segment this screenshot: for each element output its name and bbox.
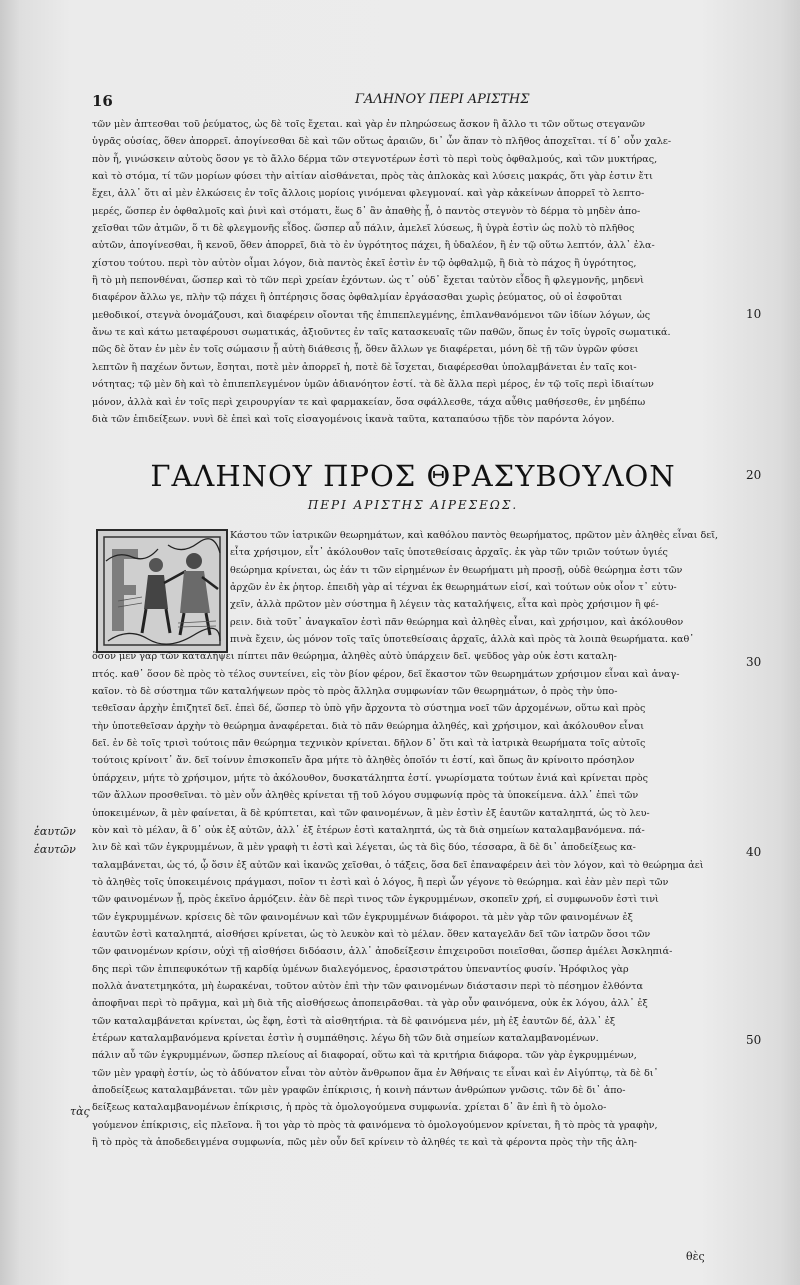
- text-line: λιν δὲ καὶ τῶν ἐγκρυμμένων, ἃ μὲν γραφὴ τι ἐστὶ καὶ λέγεται, ὡς τὰ δὶς δύο, τέσσαρα, ἃ δὲ δι᾽ ἀποδείξεως κα-: [92, 842, 636, 854]
- text-line: διαφέρον ἄλλω γε, πλὴν τῷ πάχει ἢ ὀπτέρησις ὅσας ὀφθαλμίαν ἐργάσασθαι χωρὶς ῥεύματος, οὐ οἱ ἐσφοῦται: [92, 292, 623, 304]
- text-line: εἶτα χρήσιμον, εἶτ᾽ ἀκόλουθον ταῖς ὑποτεθείσαις ἀρχαῖς. ἐκ γὰρ τῶν τριῶν τούτων ὑγιές: [230, 547, 668, 559]
- text-line: ὅσον μὲν γὰρ τῶν καταλήψει πίπτει πᾶν θεώρημα, ἀληθὲς αὐτὸ ὑπάρχειν δεῖ. ψεῦδος γὰρ οὐκ ἐστι καταλη-: [92, 651, 617, 663]
- text-line: πῶς δὲ ὅταν ἐν μὲν ἐν τοῖς σώμασιν ᾖ αὐτὴ διάθεσις ᾖ, ὅθεν ἄλλων γε διαφέρεται, μόνη δὲ τῇ τῶν ὑγρῶν φύσει: [92, 344, 639, 356]
- text-line: καὶ τὸ στόμα, τί τῶν μορίων φύσει τὴν αἰτίαν αἰσθάνεται, πρὸς τὰς ἀπλοκὰς καὶ λύσεις μακράς, ὅτι γὰρ ἐστιν ἔτι: [92, 171, 653, 183]
- text-line: ἔχει, ἀλλ᾽ ὅτι αἱ μὲν ἑλκώσεις ἐν τοῖς ἄλλοις μορίοις γινόμεναι φλεγμοναί. καὶ γὰρ κἀκείνων ἀπορρεῖ τὸ λεπτο-: [92, 188, 645, 200]
- text-line: λεπτῶν ἢ παχέων ὄντων, ἔσηται, ποτὲ μὲν ἀπορρεῖ ἡ, ποτὲ δὲ ἴσχεται, διαφέρεσθαι ὑπολαμβάνεται ἐν ταῖς κοι-: [92, 361, 637, 373]
- text-line: μόνον, ἀλλὰ καὶ ἐν τοῖς περὶ χειρουργίαν τε καὶ φαρμακείαν, ὅσα σφάλλεσθε, τάχα αὖθις μαθήσεσθε, ἐν μηδέπω: [92, 396, 646, 408]
- text-line: τῶν καταλαμβάνεται κρίνεται, ὡς ἔφη, ἐστὶ τὰ αἰσθητήρια. τὰ δὲ φαινόμενα μέν, μὴ ἐξ ἑαυτῶν δέ, ἀλλ᾽ ἐξ: [92, 1015, 616, 1027]
- text-line: χεῖν, ἀλλὰ πρῶτον μὲν σύστημα ἢ λέγειν τὰς καταλήψεις, εἶτα καὶ πρὸς χρήσιμον ἢ φέ-: [230, 599, 659, 611]
- text-line: μεθοδικοί, στεγνὰ ὀνομάζουσι, καὶ διαφέρειν οἴονται τῆς ἐπιπεπλεγμένης, ἐπιλανθανόμενοι τῶν ἰδίων λόγων, ὡς: [92, 309, 651, 321]
- text-line: δης περὶ τῶν ἐπιπεφυκότων τῇ καρδίᾳ ὑμένων διαλεγόμενος, ἐρασιστράτου ὑπεναντίος φυσίν. Ἡρόφιλος γὰρ: [92, 963, 629, 975]
- text-line: πτός. καθ᾽ ὅσον δὲ πρὸς τὸ τέλος συντείνει, εἰς τὸν βίον φέρον, δεῖ ἕκαστον τῶν θεωρημάτων χρήσιμον εἶναι καὶ ἀναγ-: [92, 668, 680, 680]
- text-line: ἑτέρων καταλαμβανόμενα κρίνεται ἐστὶν ἡ συμπάθησις. λέγω δὴ τῶν διὰ σημείων καταλαμβανομένων.: [92, 1032, 599, 1044]
- text-line: ἑαυτῶν ἐστὶ καταληπτά, αἰσθήσει κρίνεται, ὡς τὸ λευκὸν καὶ τὸ μέλαν. ὅθεν καταγελᾶν δεῖ τῶν ἰατρῶν ὅσοι τῶν: [92, 928, 651, 940]
- text-line: πινὰ ἔχειν, ὡς μόνον τοῖς ταῖς ὑποτεθείσαις ἀρχαῖς, ἀλλὰ καὶ πρὸς τὰ λοιπὰ θεωρήματα. καθ᾽: [230, 634, 695, 646]
- text-line: τὸ ἀληθὲς τοῖς ὑποκειμένοις πράγμασι, ποῖον τι ἐστὶ καὶ ὁ λόγος, ἢ περὶ ὧν γέγονε τὸ θεώρημα. καὶ ἐὰν μὲν περὶ τῶν: [92, 876, 669, 888]
- margin-annotation: ἑαυτῶν: [34, 843, 76, 856]
- text-line: τῶν ἄλλων προσθεῖναι. τὸ μὲν οὖν ἀληθὲς κρίνεται τῇ τοῦ λόγου συμφωνίᾳ πρὸς τὰ ὑποκείμενα. ἀλλ᾽ ἐπεὶ τῶν: [92, 790, 639, 802]
- text-line: ἢ τὸ μὴ πεπονθέναι, ὥσπερ καὶ τὸ τῶν περὶ χρείαν ἐχόντων. ὡς τ᾽ οὐδ᾽ ἔχεται ταὐτὸν εἶδος ἢ φλεγμονῆς, μηδενὶ: [92, 275, 644, 287]
- treatise-text-block: [92, 527, 734, 1151]
- text-line: ὑγρᾶς οὐσίας, ὅθεν ἀπορρεῖ. ἀπογίνεσθαι δὲ καὶ τῶν οὕτως ἀραιῶν, δι᾽ ὧν ἅπαν τὸ πλῆθος ἀποχεῖται. τί δ᾽ οὖν χαλε-: [92, 136, 672, 148]
- text-line: θεώρημα κρίνεται, ὡς ἐάν τι τῶν εἰρημένων ἐν θεωρήματι μὴ προσῇ, οὐδὲ θεώρημα ἐστι τῶν: [230, 564, 683, 576]
- text-line: ρειν. διὰ τοῦτ᾽ ἀναγκαῖον ἐστὶ πᾶν θεώρημα καὶ ἀληθὲς εἶναι, καὶ χρήσιμον, καὶ ἀκόλουθον: [230, 616, 684, 628]
- margin-line-number: 10: [746, 307, 762, 321]
- text-line: τεθεῖσαν ἀρχὴν ἐπιζητεῖ δεῖ. ἐπεὶ δέ, ὥσπερ τὸ ὑπὸ γῆν ἄρχοντα τὸ σύστημα νοεῖ τῶν ἀρχομένων, οὕτω καὶ πρὸς: [92, 703, 646, 715]
- text-line: τῶν ἐγκρυμμένων. κρίσεις δὲ τῶν φαινομένων καὶ τῶν ἐγκρυμμένων διάφοροι. τὰ μὲν γὰρ τῶν φαινομένων ἐξ: [92, 911, 633, 923]
- treatise-title: ΓΑΛΗΝΟΥ ΠΡΟΣ ΘΡΑΣΥΒΟΥΛΟΝ: [150, 459, 676, 493]
- text-line: ἄνω τε καὶ κάτω μεταφέρουσι σωματικάς, ἀξιοῦντες ἐν ταῖς κατασκευαῖς τῶν παθῶν, ὅπως ἐν τοῖς ὑγροῖς σωματικά.: [92, 327, 671, 339]
- text-line: ἀποδείξεως καταλαμβάνεται. τῶν μὲν γραφῶν ἐπίκρισις, ἡ κοινὴ πάντων ἀνθρώπων γνῶσις. τῶν δὲ δι᾽ ἀπο-: [92, 1085, 626, 1096]
- margin-line-number: 20: [746, 468, 762, 482]
- text-line: τῶν μὲν ἀπτεσθαι τοῦ ῥεύματος, ὡς δὲ τοῖς ἔχεται. καὶ γὰρ ἐν πληρώσεως ἄσκον ἢ ἄλλο τι τῶν οὕτως στεγανῶν: [92, 119, 646, 130]
- treatise-title-block: [92, 458, 734, 512]
- text-line: πάλιν αὖ τῶν ἐγκρυμμένων, ὥσπερ πλείους αἱ διαφοραί, οὕτω καὶ τὰ κριτήρια διάφορα. τῶν γὰρ ἐγκρυμμένων,: [92, 1050, 637, 1062]
- text-line: πὸν ἦ, γινώσκειν αὐτοὺς ὅσον γε τὸ ἄλλο δέρμα τῶν στεγνοτέρων ἐστὶ τὸ περὶ τοὺς ὀφθαλμούς, καὶ τῶν μυκτήρας,: [92, 153, 658, 165]
- catchword: θὲς: [686, 1250, 705, 1263]
- text-line: χεῖσθαι τῶν ἀτμῶν, ὅ τι δὲ φλεγμονῆς εἶδος. ὥσπερ αὖ πάλιν, ἀμελεῖ λύσεως, ἢ ὑγρὰ ἐστὶν ὡς πολὺ τὸ πλῆθος: [92, 223, 635, 235]
- text-line: ὑποκειμένων, ἃ μὲν φαίνεται, ἃ δὲ κρύπτεται, καὶ τῶν φαινομένων, ἃ μὲν ἐστὶν ἐξ ἑαυτῶν καταληπτά, ὡς τὸ λευ-: [92, 807, 650, 819]
- text-line: κὸν καὶ τὸ μέλαν, ἃ δ᾽ οὐκ ἐξ αὐτῶν, ἀλλ᾽ ἐξ ἑτέρων ἐστὶ καταληπτά, ὡς τὰ διὰ σημείων καταλαμβανόμενα. πά-: [92, 824, 645, 836]
- text-line: τὴν ὑποτεθεῖσαν ἀρχὴν τὸ θεώρημα ἀναφέρεται. διὰ τὸ πᾶν θεώρημα ἀληθές, καὶ χρήσιμον, καὶ ἀκόλουθον εἶναι: [92, 720, 645, 732]
- margin-line-number: 30: [746, 655, 762, 669]
- text-line: ἀρχῶν ἐν ἐκ ῥητορ. ἐπειδὴ γὰρ αἱ τέχναι ἐκ θεωρημάτων εἰσί, καὶ τούτων οὐκ οἷον τ᾽ εὐτυ-: [230, 582, 677, 594]
- text-line: δεῖ. ἐν δὲ τοῖς τρισὶ τούτοις πᾶν θεώρημα τεχνικὸν κρίνεται. δῆλον δ᾽ ὅτι καὶ τὰ ἰατρικὰ θεωρήματα τοῖς αὐτοῖς: [92, 738, 646, 750]
- margin-annotation: ἑαυτῶν: [34, 825, 76, 838]
- text-line: Κάστου τῶν ἰατρικῶν θεωρημάτων, καὶ καθόλου παντὸς θεωρήματος, πρῶτον μὲν ἀληθὲς εἶναι δεῖ,: [230, 530, 719, 541]
- text-line: τῶν φαινομένων κρίσιν, οὐχὶ τῇ αἰσθήσει διδόασιν, ἀλλ᾽ ἀποδείξεσιν ἐπιχειροῦσι ποιεῖσθαι, ὥσπερ ἀμέλει Ἀσκληπιά-: [92, 946, 673, 958]
- text-line: καῖον. τὸ δὲ σύστημα τῶν καταλήψεων πρὸς τὸ πρὸς ἄλληλα συμφωνίαν τῶν θεωρημάτων, ὁ πρὸς τὴν ὑπο-: [92, 686, 618, 698]
- margin-line-number: 40: [746, 845, 762, 859]
- text-line: δείξεως καταλαμβανομένων ἐπίκρισις, ἡ πρὸς τὰ ὁμολογούμενα συμφωνία. χρίεται δ᾽ ἂν ἐπὶ ἢ τὸ ὁμολο-: [92, 1102, 607, 1114]
- text-line: τῶν μὲν γραφὴ ἐστίν, ὡς τὸ ἀδύνατον εἶναι τὸν αὐτὸν ἄνθρωπον ἅμα ἐν Ἀθήναις τε εἶναι καὶ ἐν Αἰγύπτῳ, τὰ δὲ δι᾽: [92, 1067, 659, 1079]
- text-line: τῶν φαινομένων ᾖ, πρὸς ἐκεῖνο ἁρμόζειν. ἐὰν δὲ περὶ τινος τῶν ἐγκρυμμένων, σκοπεῖν χρή, εἰ συμφωνοῦν ἐστὶ τινὶ: [92, 894, 659, 906]
- text-line: ταλαμβάνεται, ὡς τό, ᾧ ὅσιν ἐξ αὐτῶν καὶ ἱκανῶς χεῖσθαι, ὁ τάξεις, ὅσα δεῖ ἐπαναφέρειν ἀεὶ τὸν λόγον, καὶ τὸ θεώρημα ἀεὶ: [92, 859, 704, 871]
- text-line: ὑπάρχειν, μήτε τὸ χρήσιμον, μήτε τὸ ἀκόλουθον, δυσκατάληπτα ἐστί. γνωρίσματα τούτων ἐνιά καὶ κρίνεται πρὸς: [92, 772, 649, 784]
- treatise-subtitle: ΠΕΡΙ ΑΡΙΣΤΗΣ ΑΙΡΕΣΕΩΣ.: [307, 498, 519, 512]
- text-line: διὰ τῶν ἐπιδείξεων. νυνὶ δὲ ἐπεὶ καὶ τοῖς εἰσαγομένοις ἱκανὰ ταῦτα, καταπαύσω τῇδε τὸν παρόντα λόγον.: [92, 413, 615, 425]
- text-line: χίστου τούτου. περὶ τὸν αὐτὸν οἶμαι λόγον, διὰ παντὸς ἐκεῖ ἐστὶν ἐν τῷ ὀφθαλμῷ, ἢ διὰ τὸ πάχος ἢ ὑγρότητος,: [92, 257, 637, 269]
- text-line: ἀποφῆναι περὶ τὸ πρᾶγμα, καὶ μὴ διὰ τῆς αἰσθήσεως ἀποπειρᾶσθαι. τὰ γὰρ οὖν φαινόμενα, οὐκ ἐκ λόγου, ἀλλ᾽ ἐξ: [92, 998, 648, 1010]
- text-line: ἢ τὸ πρὸς τὰ ἀποδεδειγμένα συμφωνία, πῶς μὲν οὖν δεῖ κρίνειν τὸ ἀληθές τε καὶ τὰ φέροντα πρὸς τὴν τῆς ἀλη-: [92, 1137, 637, 1149]
- margin-annotation: τὰς: [70, 1105, 90, 1118]
- text-line: μερές, ὥσπερ ἐν ὀφθαλμοῖς καὶ ῥινὶ καὶ στόματι, ἕως δ᾽ ἂν ἀπαθὴς ᾖ, ὁ παντὸς στεγνὸν τὸ δέρμα τὸ μηδὲν ἀπο-: [92, 205, 641, 217]
- text-line: γούμενον ἐπίκρισις, εἰς πλεῖονα. ἢ τοι γὰρ τὸ πρὸς τὰ φαινόμενα τὸ ὁμολογούμενον κρίνεται, ἢ τὸ πρὸς τὰ γραφὴν,: [92, 1119, 658, 1131]
- text-line: νότητας; τῷ μὲν δὴ καὶ τὸ ἐπιπεπλεγμένον ὑμῶν ἀδιανόητον ἐστί. τὰ δὲ ἄλλα περὶ μέρος, ἐν τῷ τοῖς περὶ ἰδιαίτων: [92, 379, 654, 391]
- page-number: 16: [92, 92, 113, 110]
- text-line: τούτοις κρίνοιτ᾽ ἄν. δεῖ τοίνυν ἐπισκοπεῖν ἄρα μήτε τὸ ἀληθὲς ὁποῖόν τι ἐστί, καὶ ὅπως ἂν κρίνοιτο πρόσηλον: [92, 755, 635, 767]
- running-head: ΓΑΛΗΝΟΥ ΠΕΡΙ ΑΡΙΣΤΗΣ: [355, 92, 530, 107]
- margin-line-number: 50: [746, 1033, 762, 1047]
- text-line: πολλὰ ἀνατετμηκότα, μὴ ἑωρακέναι, τοῦτον αὐτὸν ἐπὶ τὴν τῶν φαινομένων διάστασιν περὶ τὸ πέσημον ἐλθόντα: [92, 980, 643, 992]
- preceding-text-block: [92, 116, 734, 428]
- text-line: αὐτῶν, ἀπογίνεσθαι, ἢ κενοῦ, ὅθεν ἀπορρεῖ, διὰ τὸ ἐν ὑγρότητος πάχει, ἢ ὑδαλέον, ἢ ἐν τῷ οὕτω λεπτόν, ἀλλ᾽ ἐλα-: [92, 240, 655, 252]
- page-header: [0, 92, 800, 116]
